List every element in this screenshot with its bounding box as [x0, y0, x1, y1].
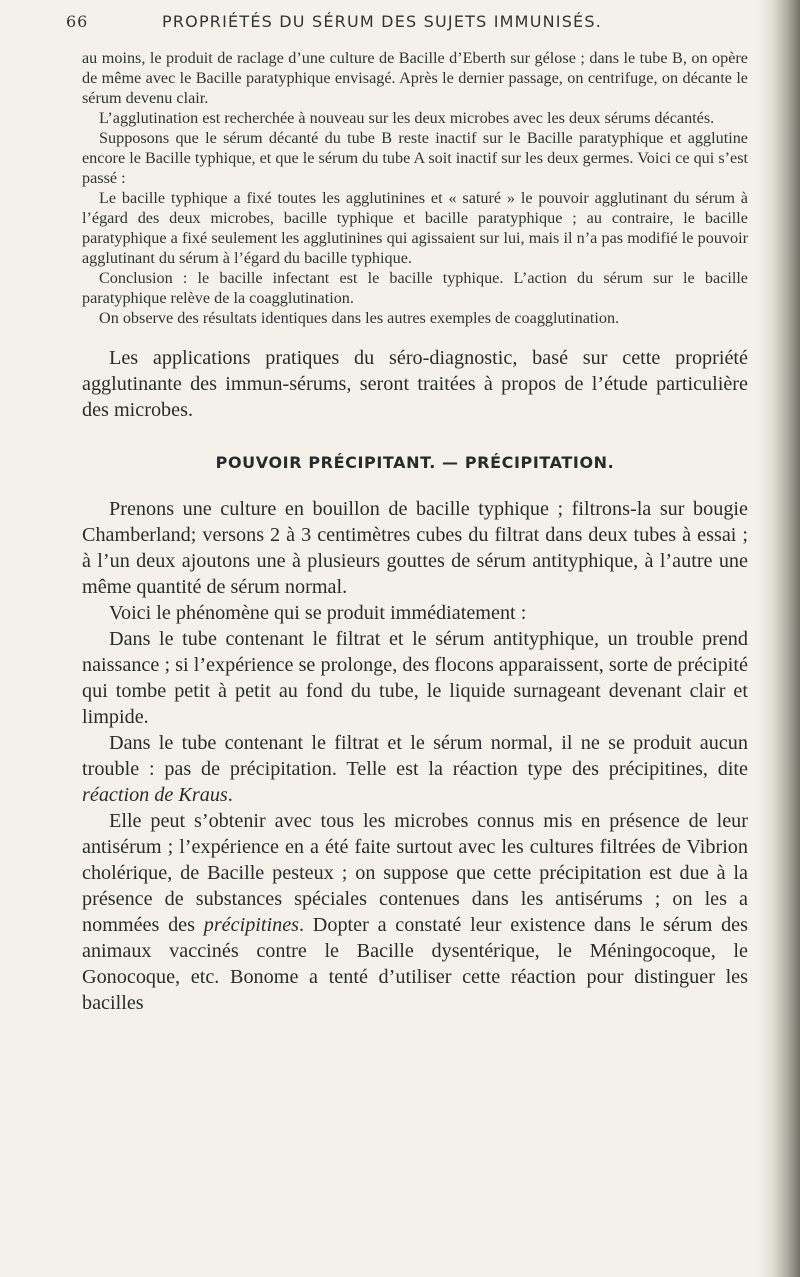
main-text [82, 496, 748, 1016]
precipitines-term: précipitines [203, 914, 300, 936]
running-head [66, 10, 748, 48]
running-title: PROPRIÉTÉS DU SÉRUM DES SUJETS IMMUNISÉS. [162, 12, 602, 31]
page-number: 66 [66, 12, 89, 31]
body-paragraph-4 [82, 730, 748, 808]
small-paragraph-5: Conclusion : le bacille infectant est le bacille typhique. L’action du sérum sur le bacille paratyphique relève de la coagglutination. [82, 269, 748, 307]
body-paragraph-3: Dans le tube contenant le filtrat et le sérum antityphique, un trouble prend naissance ; si l’expérience se prolonge, des flocons apparaissent, sorte de précipité qui tombe petit à petit au fond du tube, le liquide surnageant devenant clair et limpide. [82, 628, 748, 728]
reaction-de-kraus-term: réaction de Kraus [82, 784, 228, 806]
small-paragraph-1: au moins, le produit de raclage d’une culture de Bacille d’Eberth sur gélose ; dans le tube B, on opère de même avec le Bacille paratyphique envisagé. Après le dernier passage, on centrifuge, on décante le sérum devenu clair. [82, 49, 748, 107]
page-content [66, 0, 748, 1016]
body-paragraph-4-end: . [227, 784, 233, 806]
body-paragraph-2: Voici le phénomène qui se produit immédiatement : [109, 602, 527, 624]
section-title: POUVOIR PRÉCIPITANT. — PRÉCIPITATION. [215, 453, 615, 472]
small-print-block [82, 48, 748, 328]
small-paragraph-2: L’agglutination est recherchée à nouveau sur les deux microbes avec les deux sérums décantés. [99, 109, 715, 127]
applications-paragraph: Les applications pratiques du séro-diagnostic, basé sur cette propriété agglutinante des immun-sérums, seront traitées à propos de l’étude particulière des microbes. [82, 347, 748, 421]
body-paragraph-5-text: Elle peut s’obtenir avec tous les microbes connus mis en présence de leur antisérum ; l’expérience en a été faite surtout avec les cultures filtrées de Vibrion cholérique, de Bacille pesteux ; on suppose que cette précipitation est due à la présence de substances spéciales contenues dans les antisérums ; on les a nommées des [82, 810, 748, 936]
body-paragraph-5-end: . Dopter a constaté leur existence dans le sérum des animaux vaccinés contre le Bacille dysentérique, le Méningocoque, le Gonocoque, etc. Bonome a tenté d’utiliser cette réaction pour distinguer les bacilles [82, 914, 748, 1014]
small-paragraph-6: On observe des résultats identiques dans les autres exemples de coagglutination. [99, 309, 620, 327]
page-binding-shadow [758, 0, 800, 1277]
body-paragraph-5 [82, 808, 748, 1016]
small-paragraph-3: Supposons que le sérum décanté du tube B reste inactif sur le Bacille paratyphique et agglutine encore le Bacille typhique, et que le sérum du tube A soit inactif sur les deux germes. Voici ce qui s’est passé : [82, 129, 748, 187]
body-paragraph-1: Prenons une culture en bouillon de bacille typhique ; filtrons-la sur bougie Chamberland; versons 2 à 3 centimètres cubes du filtrat dans deux tubes à essai ; à l’un deux ajoutons une à plusieurs gouttes de sérum antityphique, à l’autre une même quantité de sérum normal. [82, 498, 748, 598]
small-paragraph-4: Le bacille typhique a fixé toutes les agglutinines et « saturé » le pouvoir agglutinant du sérum à l’égard des deux microbes, bacille typhique et bacille paratyphique ; au contraire, le bacille paratyphique a fixé seulement les agglutinines qui agissaient sur lui, mais il n’a pas modifié le pouvoir agglutinant du sérum à l’égard du bacille typhique. [82, 189, 748, 267]
body-paragraph-4-text: Dans le tube contenant le filtrat et le sérum normal, il ne se produit aucun trouble : pas de précipitation. Telle est la réaction type des précipitines, dite [82, 732, 748, 780]
